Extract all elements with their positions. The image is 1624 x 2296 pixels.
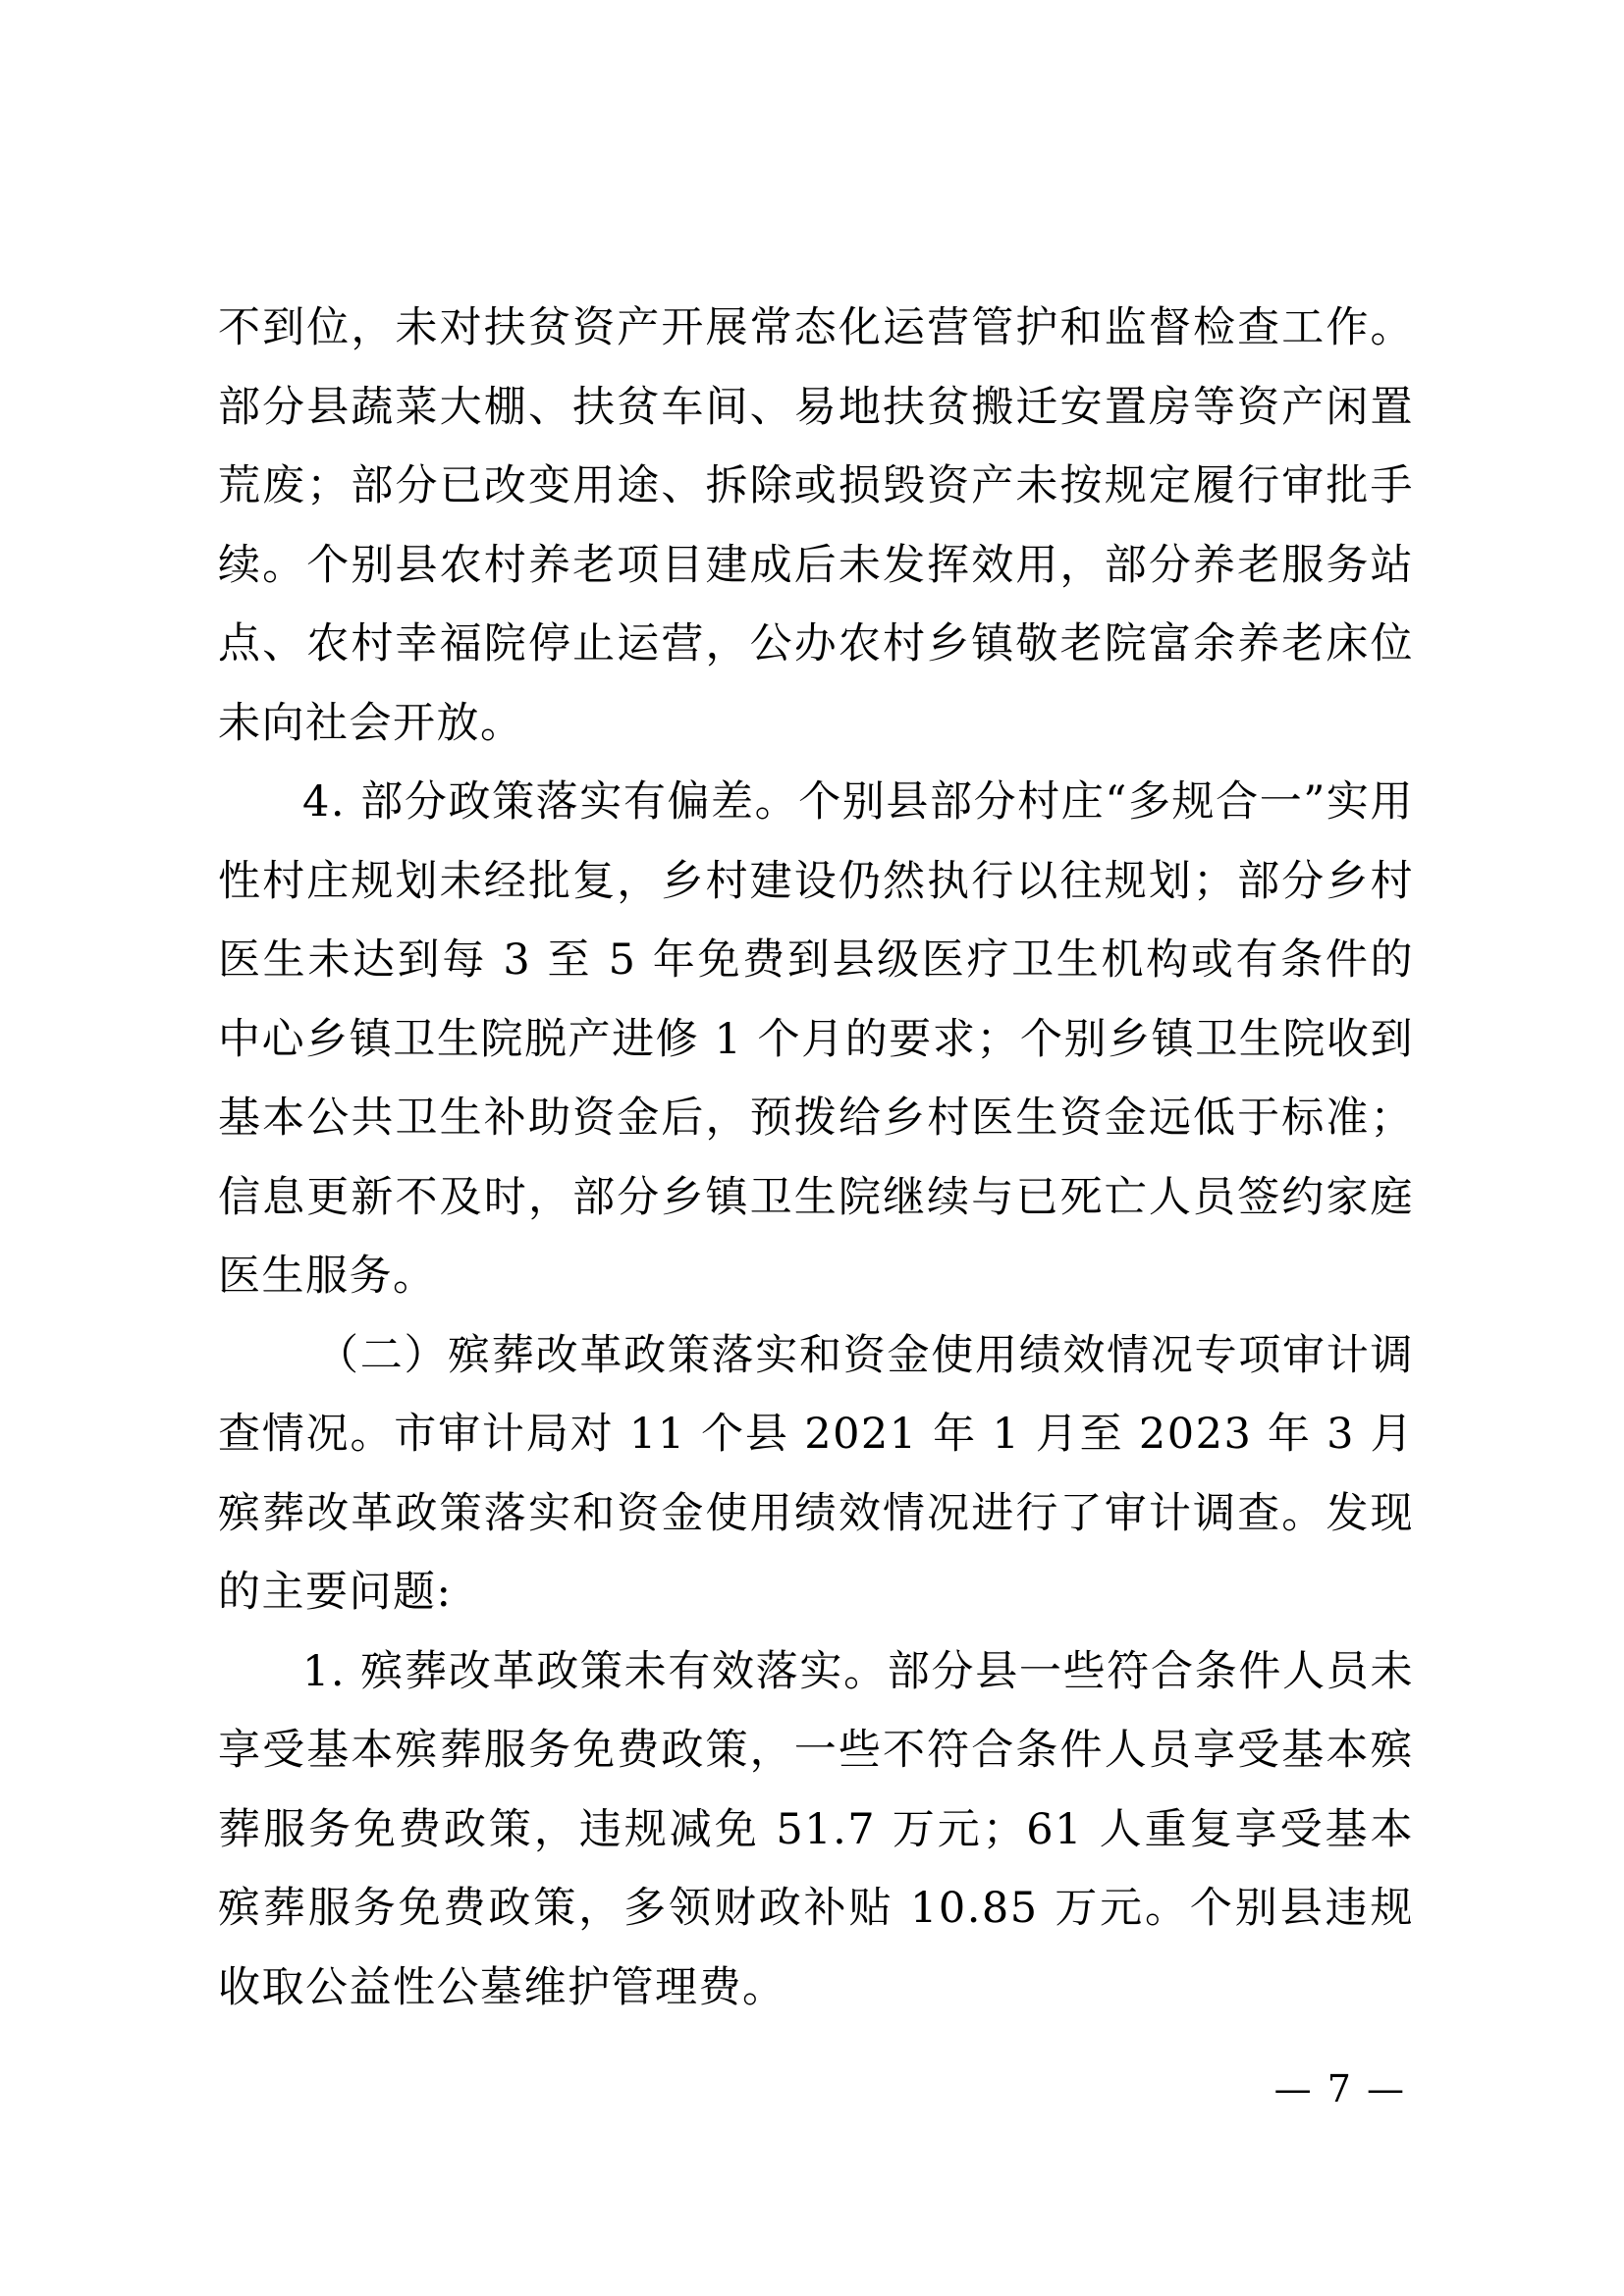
paragraph-funeral-reform-audit: （二）殡葬改革政策落实和资金使用绩效情况专项审计调查情况。市审计局对 11 个县 2021 年 1 月至 2023 年 3 月殡葬改革政策落实和资金使用绩效情况进行了审计调查。发现的主要问题: xyxy=(218,1330,1414,1617)
paragraph-funeral-policy-issues: 1. 殡葬改革政策未有效落实。部分县一些符合条件人员未享受基本殡葬服务免费政策，一些不符合条件人员享受基本殡葬服务免费政策，违规减免 51.7 万元；61 人重复享受基本殡葬服务免费政策，多领财政补贴 10.85 万元。个别县违规收取公益性公墓维护管理费。 xyxy=(218,1646,1414,2012)
page-number: — 7 — xyxy=(1273,2067,1406,2110)
body-text xyxy=(218,289,1414,2027)
paragraph-policy-deviation: 4. 部分政策落实有偏差。个别县部分村庄“多规合一”实用性村庄规划未经批复，乡村建设仍然执行以往规划；部分乡村医生未达到每 3 至 5 年免费到县级医疗卫生机构或有条件的中心乡镇卫生院脱产进修 1 个月的要求；个别乡镇卫生院收到基本公共卫生补助资金后，预拨给乡村医生资金远低于标准；信息更新不及时，部分乡镇卫生院继续与已死亡人员签约家庭医生服务。 xyxy=(218,777,1414,1301)
paragraph-asset-management: 不到位，未对扶贫资产开展常态化运营管护和监督检查工作。部分县蔬菜大棚、扶贫车间、易地扶贫搬迁安置房等资产闲置荒废；部分已改变用途、拆除或损毁资产未按规定履行审批手续。个别县农村养老项目建成后未发挥效用，部分养老服务站点、农村幸福院停止运营，公办农村乡镇敬老院富余养老床位未向社会开放。 xyxy=(218,303,1414,748)
